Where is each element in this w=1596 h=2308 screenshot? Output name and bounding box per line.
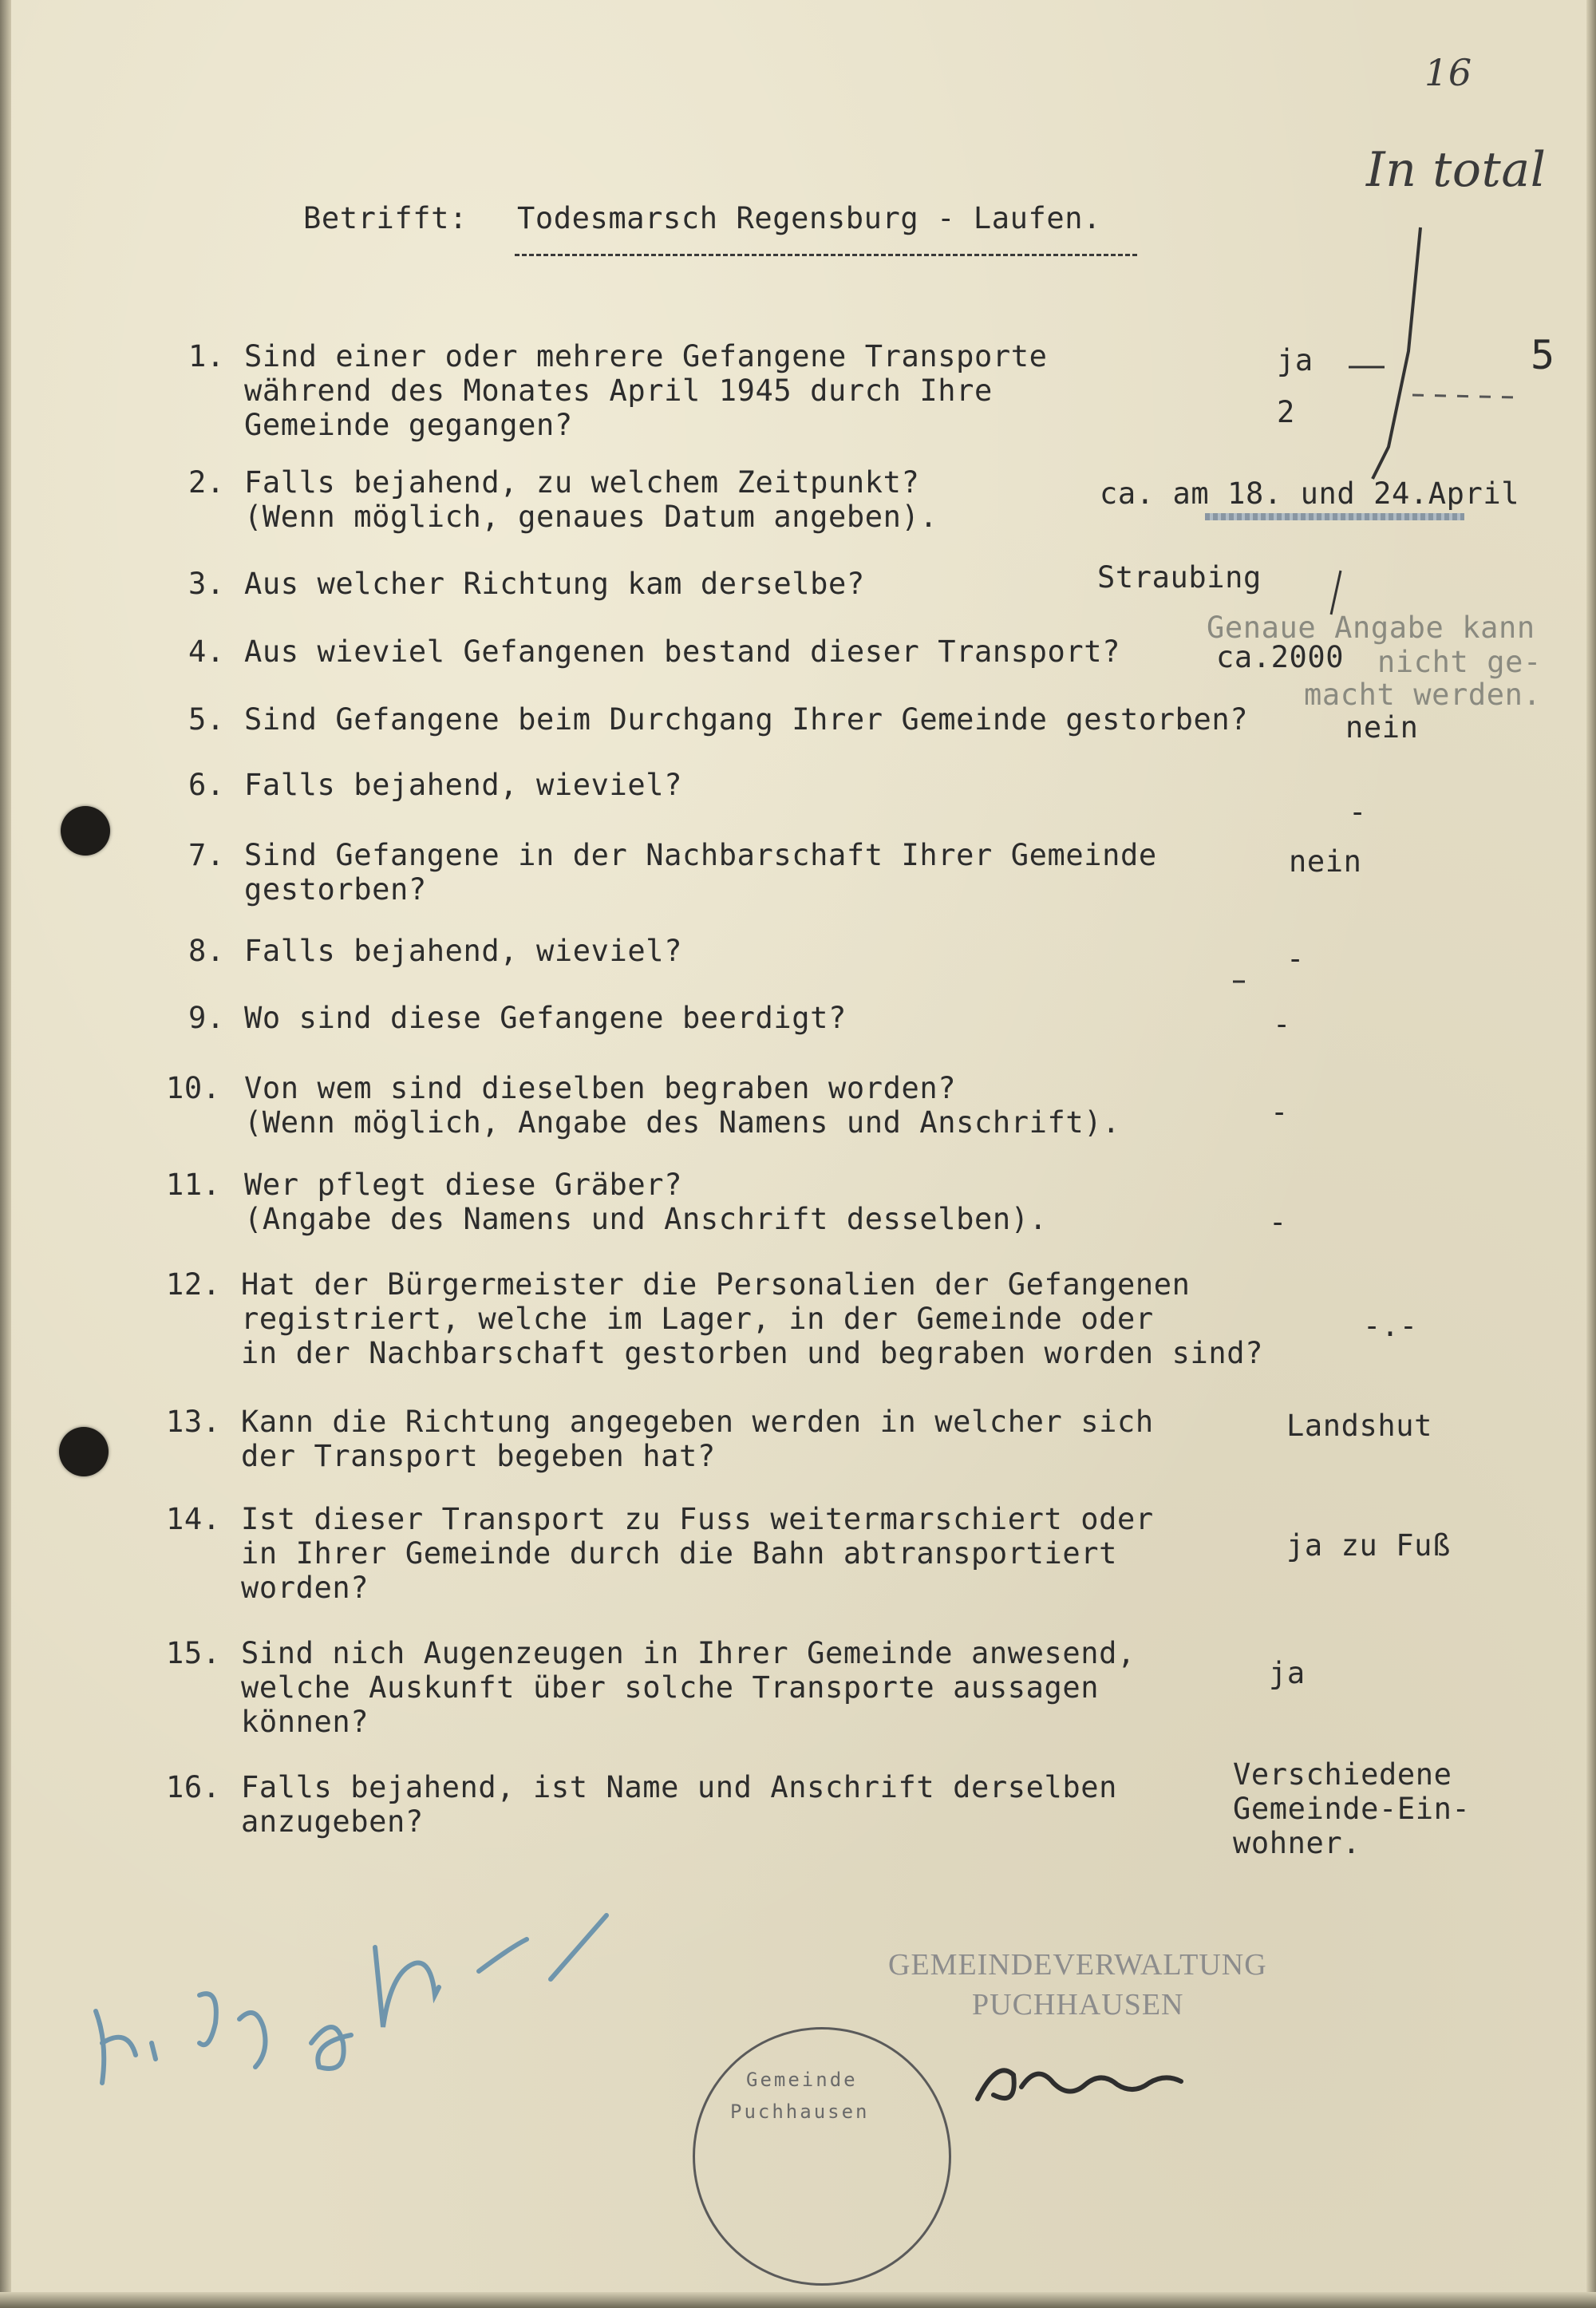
question-number: 9.: [188, 1001, 225, 1035]
question-line: Gemeinde gegangen?: [244, 408, 573, 442]
question-number: 8.: [188, 934, 225, 968]
question-number: 5.: [188, 702, 225, 737]
question-number: 7.: [188, 838, 225, 872]
question-number: 12.: [166, 1267, 221, 1302]
question-line: Wo sind diese Gefangene beerdigt?: [244, 1001, 847, 1035]
question-number: 10.: [166, 1071, 221, 1105]
question-number: 16.: [166, 1770, 221, 1804]
question-line: Sind nich Augenzeugen in Ihrer Gemeinde anwesend,: [241, 1636, 1136, 1670]
answer: Verschiedene: [1233, 1757, 1452, 1792]
question-line: Aus welcher Richtung kam derselbe?: [244, 567, 865, 601]
answer: Landshut: [1286, 1409, 1433, 1443]
answer: Straubing: [1097, 560, 1262, 595]
seal-line-1: Gemeinde: [746, 2069, 858, 2091]
answer: -.-: [1363, 1309, 1418, 1343]
answer-total: 5: [1531, 332, 1555, 378]
answer: nein: [1289, 844, 1362, 879]
question-line: Sind Gefangene in der Nachbarschaft Ihrer Gemeinde: [244, 838, 1157, 872]
answer: -: [1270, 1095, 1289, 1129]
question-line: in der Nachbarschaft gestorben und begraben worden sind?: [241, 1336, 1264, 1370]
answer: wohner.: [1233, 1826, 1361, 1860]
question-line: Sind Gefangene beim Durchgang Ihrer Gemeinde gestorben?: [244, 702, 1249, 737]
stamp-line-1: GEMEINDEVERWALTUNG: [888, 1948, 1267, 1982]
question-number: 4.: [188, 634, 225, 669]
corner-annotation: In total: [1366, 142, 1547, 198]
question-line: (Angabe des Namens und Anschrift desselben).: [244, 1202, 1048, 1236]
answer-note: nicht ge-: [1377, 645, 1542, 679]
total-bracket-line: [1373, 227, 1420, 479]
answer: -: [1286, 942, 1305, 976]
question-line: der Transport begeben hat?: [241, 1439, 716, 1473]
question-number: 6.: [188, 768, 225, 802]
question-line: worden?: [241, 1571, 369, 1605]
answer: ja: [1277, 343, 1314, 377]
question-line: Ist dieser Transport zu Fuss weitermarschiert oder: [241, 1502, 1154, 1536]
question-number: 13.: [166, 1405, 221, 1439]
question-line: während des Monates April 1945 durch Ihre: [244, 373, 993, 408]
answer: -: [1273, 1007, 1291, 1041]
answer: -: [1269, 1205, 1287, 1239]
question-line: gestorben?: [244, 872, 427, 907]
question-line: registriert, welche im Lager, in der Gemeinde oder: [241, 1302, 1154, 1336]
answer: 2: [1277, 395, 1295, 429]
question-line: Wer pflegt diese Gräber?: [244, 1168, 683, 1202]
page-number: 16: [1424, 51, 1472, 94]
question-line: anzugeben?: [241, 1804, 424, 1839]
subject-label: Betrifft:: [303, 201, 468, 235]
answer: ca.2000: [1216, 640, 1345, 674]
answer-note: Genaue Angabe kann: [1207, 611, 1535, 645]
question-number: 1.: [188, 339, 225, 373]
subject-title: Todesmarsch Regensburg - Laufen.: [517, 201, 1102, 235]
round-seal: [693, 2027, 951, 2286]
question-number: 15.: [166, 1636, 221, 1670]
question-line: Falls bejahend, wieviel?: [244, 934, 683, 968]
answer: ja zu Fuß: [1286, 1528, 1451, 1563]
question-number: 3.: [188, 567, 225, 601]
answer-note: macht werden.: [1304, 678, 1542, 712]
answer: -: [1349, 795, 1367, 829]
stamp-line-2: PUCHHAUSEN: [972, 1988, 1184, 2021]
tick-mark: [1331, 571, 1341, 615]
question-number: 14.: [166, 1502, 221, 1536]
question-line: welche Auskunft über solche Transporte aussagen: [241, 1670, 1100, 1705]
question-number: 11.: [166, 1168, 221, 1202]
question-line: können?: [241, 1705, 369, 1739]
question-line: Falls bejahend, ist Name und Anschrift derselben: [241, 1770, 1118, 1804]
question-line: Hat der Bürgermeister die Personalien der Gefangenen: [241, 1267, 1191, 1302]
question-number: 2.: [188, 465, 225, 500]
answer: ja: [1269, 1656, 1306, 1690]
question-line: Sind einer oder mehrere Gefangene Transporte: [244, 339, 1048, 373]
question-line: Falls bejahend, zu welchem Zeitpunkt?: [244, 465, 920, 500]
question-line: (Wenn möglich, genaues Datum angeben).: [244, 500, 938, 534]
handwriting-district: [96, 1915, 606, 2083]
dash-mark: [1412, 395, 1516, 397]
question-line: Von wem sind dieselben begraben worden?: [244, 1071, 957, 1105]
seal-line-2: Puchhausen: [730, 2101, 870, 2123]
question-line: in Ihrer Gemeinde durch die Bahn abtransportiert: [241, 1536, 1118, 1571]
question-line: Aus wieviel Gefangenen bestand dieser Transport?: [244, 634, 1121, 669]
answer: nein: [1345, 710, 1419, 745]
question-line: Falls bejahend, wieviel?: [244, 768, 683, 802]
answer: Gemeinde-Ein-: [1233, 1792, 1471, 1826]
question-line: Kann die Richtung angegeben werden in welcher sich: [241, 1405, 1154, 1439]
question-line: (Wenn möglich, Angabe des Namens und Anschrift).: [244, 1105, 1121, 1140]
answer: ca. am 18. und 24.April: [1100, 476, 1520, 511]
